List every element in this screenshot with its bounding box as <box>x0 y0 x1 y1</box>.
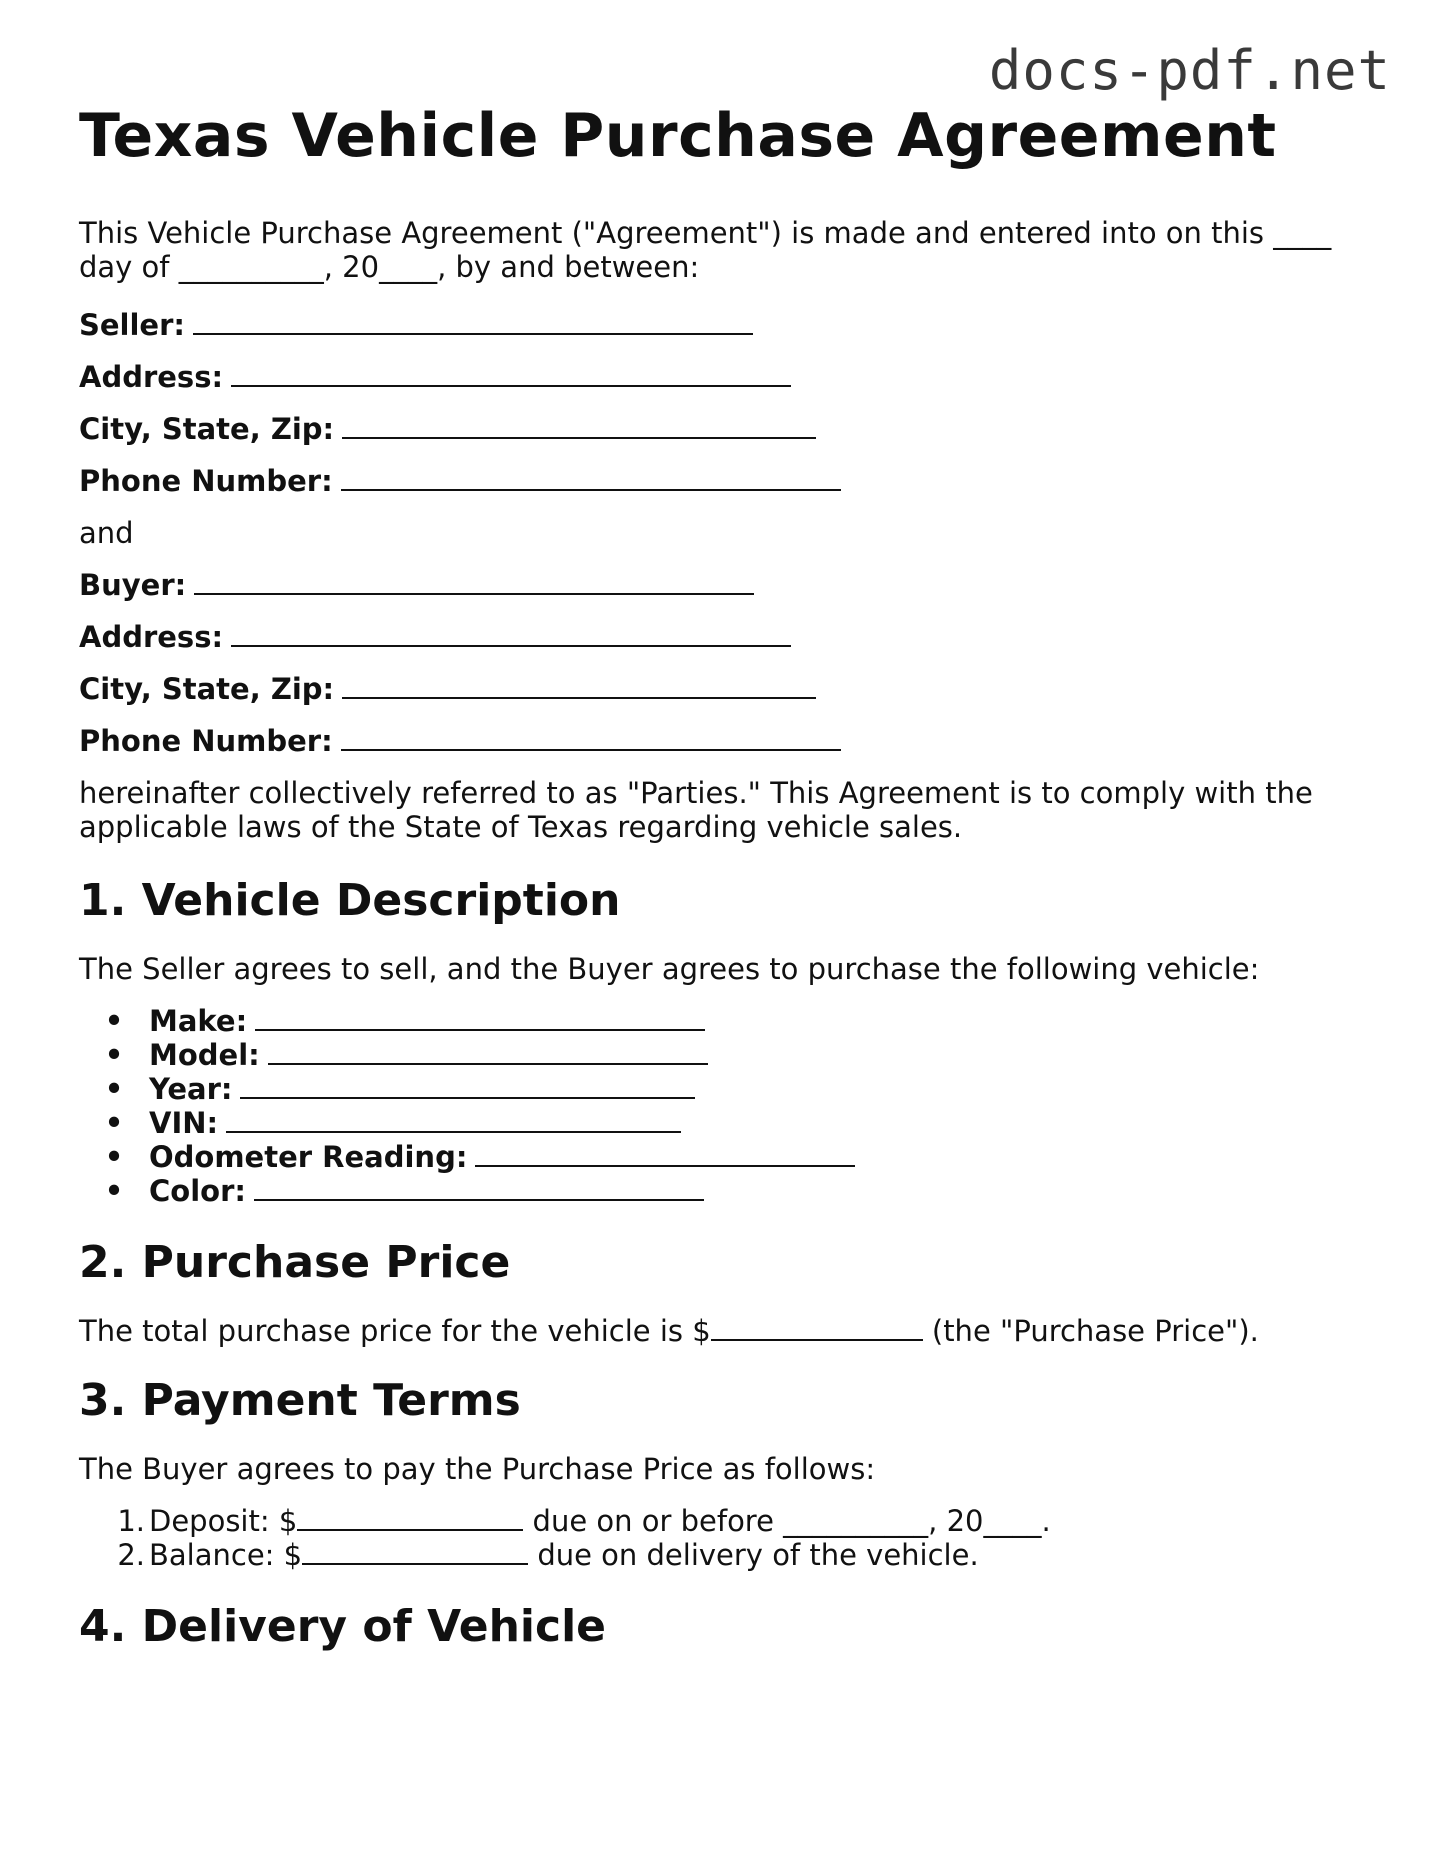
seller-city-label: City, State, Zip: <box>79 412 335 446</box>
payment-balance-blank[interactable] <box>302 1539 528 1565</box>
vehicle-model-blank[interactable] <box>268 1039 708 1065</box>
vehicle-make-blank[interactable] <box>255 1005 705 1031</box>
payment-balance-item[interactable] <box>79 1538 1369 1572</box>
section-2-text <box>79 1314 1369 1348</box>
payment-list <box>79 1504 1369 1572</box>
seller-name-blank[interactable] <box>193 309 753 335</box>
buyer-name-field[interactable] <box>79 568 1369 602</box>
vehicle-year-blank[interactable] <box>240 1073 695 1099</box>
vehicle-model-label: Model: <box>149 1038 260 1072</box>
seller-city-field[interactable] <box>79 412 1369 446</box>
seller-address-label: Address: <box>79 360 224 394</box>
vehicle-list <box>79 1004 1369 1208</box>
payment-deposit-label: Deposit: $ <box>149 1504 298 1538</box>
bullet-icon: • <box>104 1106 124 1140</box>
vehicle-make-item[interactable] <box>79 1004 1369 1038</box>
bullet-icon: • <box>104 1038 124 1072</box>
seller-address-field[interactable] <box>79 360 1369 394</box>
vehicle-odometer-blank[interactable] <box>475 1141 855 1167</box>
section-2-heading: 2. Purchase Price <box>79 1237 511 1288</box>
vehicle-vin-label: VIN: <box>149 1106 219 1140</box>
seller-phone-field[interactable] <box>79 464 1369 498</box>
vehicle-odometer-item[interactable] <box>79 1140 1369 1174</box>
purchase-price-blank[interactable] <box>711 1315 923 1341</box>
vehicle-color-item[interactable] <box>79 1174 1369 1208</box>
purchase-price-text-after: (the "Purchase Price"). <box>922 1314 1259 1348</box>
watermark: docs-pdf.net <box>988 39 1391 102</box>
payment-deposit-rest: due on or before __________, 20____. <box>523 1504 1051 1538</box>
vehicle-model-item[interactable] <box>79 1038 1369 1072</box>
payment-balance-label: Balance: $ <box>149 1538 303 1572</box>
buyer-name-blank[interactable] <box>194 569 754 595</box>
vehicle-vin-item[interactable] <box>79 1106 1369 1140</box>
payment-item-number: 1. <box>117 1504 145 1538</box>
parties-paragraph: hereinafter collectively referred to as "Parties." This Agreement is to comply with the applicable laws of the State of Texas regarding vehicle sales. <box>79 776 1313 844</box>
buyer-name-label: Buyer: <box>79 568 187 602</box>
seller-name-label: Seller: <box>79 308 186 342</box>
payment-deposit-blank[interactable] <box>297 1505 523 1531</box>
bullet-icon: • <box>104 1174 124 1208</box>
seller-phone-label: Phone Number: <box>79 464 333 498</box>
intro-paragraph: This Vehicle Purchase Agreement ("Agreement") is made and entered into on this ____ day of __________, 20____, by and between: <box>79 216 1332 284</box>
seller-phone-blank[interactable] <box>341 465 841 491</box>
vehicle-year-item[interactable] <box>79 1072 1369 1106</box>
vehicle-color-label: Color: <box>149 1174 246 1208</box>
section-1-heading: 1. Vehicle Description <box>79 875 621 926</box>
section-3-heading: 3. Payment Terms <box>79 1375 521 1426</box>
and-text: and <box>79 516 134 550</box>
vehicle-year-label: Year: <box>149 1072 233 1106</box>
purchase-price-text-before: The total purchase price for the vehicle is $ <box>79 1314 711 1348</box>
buyer-address-label: Address: <box>79 620 224 654</box>
buyer-address-blank[interactable] <box>231 621 791 647</box>
buyer-block <box>79 568 1369 758</box>
payment-item-number: 2. <box>117 1538 145 1572</box>
seller-block <box>79 308 1369 498</box>
section-1-text: The Seller agrees to sell, and the Buyer agrees to purchase the following vehicle: <box>79 952 1260 986</box>
vehicle-make-label: Make: <box>149 1004 248 1038</box>
payment-balance-rest: due on delivery of the vehicle. <box>528 1538 979 1572</box>
buyer-phone-label: Phone Number: <box>79 724 333 758</box>
buyer-city-blank[interactable] <box>342 673 816 699</box>
seller-address-blank[interactable] <box>231 361 791 387</box>
buyer-phone-field[interactable] <box>79 724 1369 758</box>
section-4-heading: 4. Delivery of Vehicle <box>79 1601 606 1652</box>
document-title: Texas Vehicle Purchase Agreement <box>79 101 1277 171</box>
bullet-icon: • <box>104 1004 124 1038</box>
buyer-city-label: City, State, Zip: <box>79 672 335 706</box>
bullet-icon: • <box>104 1072 124 1106</box>
buyer-city-field[interactable] <box>79 672 1369 706</box>
payment-deposit-item[interactable] <box>79 1504 1369 1538</box>
vehicle-color-blank[interactable] <box>254 1175 704 1201</box>
buyer-phone-blank[interactable] <box>341 725 841 751</box>
seller-city-blank[interactable] <box>342 413 816 439</box>
vehicle-vin-blank[interactable] <box>226 1107 681 1133</box>
section-3-text: The Buyer agrees to pay the Purchase Price as follows: <box>79 1452 876 1486</box>
buyer-address-field[interactable] <box>79 620 1369 654</box>
bullet-icon: • <box>104 1140 124 1174</box>
vehicle-odometer-label: Odometer Reading: <box>149 1140 468 1174</box>
seller-name-field[interactable] <box>79 308 1369 342</box>
document-page <box>79 101 1369 1652</box>
